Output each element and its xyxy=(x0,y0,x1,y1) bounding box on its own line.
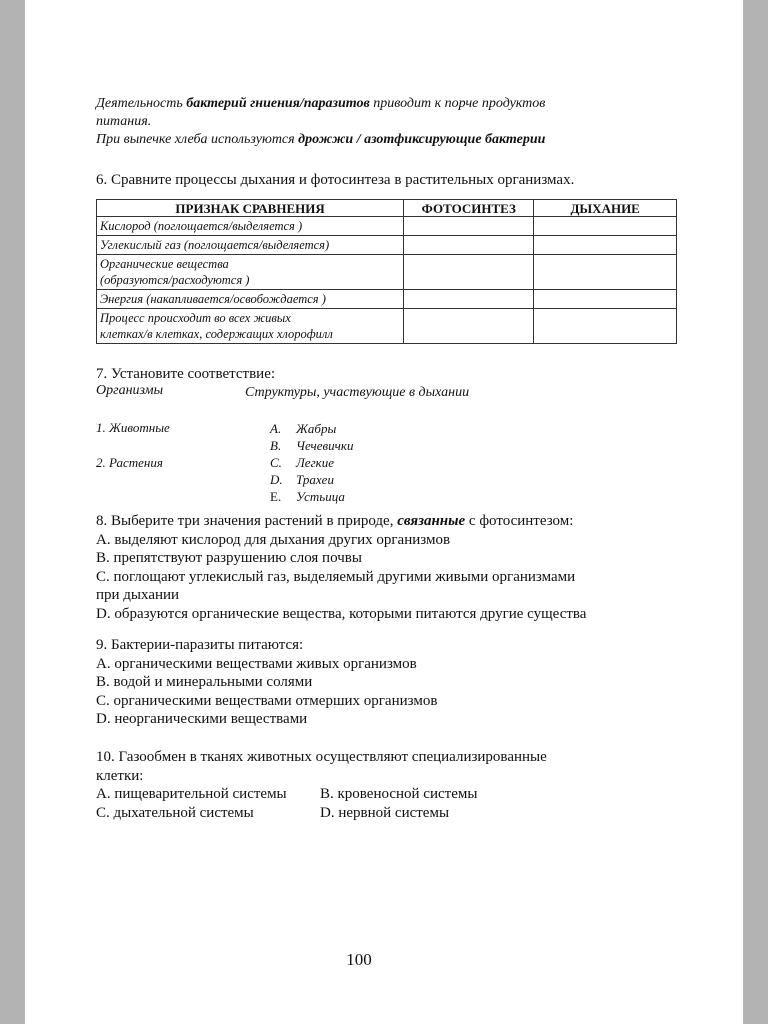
list-item: E. Устьица xyxy=(270,489,345,504)
header-photosynthesis: ФОТОСИНТЕЗ xyxy=(404,200,534,217)
answer-c: C. поглощают углекислый газ, выделяемый другими живыми организмами xyxy=(96,568,576,585)
answer-a: A. пищеварительной системы xyxy=(96,786,287,802)
answer-b: B. препятствуют разрушению слоя почвы xyxy=(96,550,362,566)
photosynthesis-cell[interactable] xyxy=(404,255,534,290)
organism-plants: 2. Растения xyxy=(96,455,163,470)
photosynthesis-cell[interactable] xyxy=(404,290,534,309)
question-6-title: 6. Сравните процессы дыхания и фотосинтеза в растительных организмах. xyxy=(96,172,575,188)
answer-d: D. неорганическими веществами xyxy=(96,711,308,727)
table-header-row xyxy=(97,200,677,217)
question-9-title: 9. Бактерии-паразиты питаются: xyxy=(96,637,304,653)
respiration-cell[interactable] xyxy=(534,255,677,290)
left-margin-bar xyxy=(0,0,25,1024)
answer-c-cont: при дыхании xyxy=(96,587,180,603)
intro-text: Деятельность бактерий гниения/паразитов приводит к порче продуктов питания. При выпечке хлеба используются дрожжи / азотфиксирующие бактерии xyxy=(96,96,546,147)
respiration-cell[interactable] xyxy=(534,236,677,255)
list-item: C. Легкие xyxy=(270,455,334,470)
photosynthesis-cell[interactable] xyxy=(404,217,534,236)
question-8 xyxy=(96,512,656,623)
row-label: Процесс происходит во всех живых клетках/в клетках, содержащих хлорофилл xyxy=(97,309,404,344)
organisms-heading: Организмы xyxy=(96,383,164,398)
photosynthesis-cell[interactable] xyxy=(404,236,534,255)
question-7-title: 7. Установите соответствие: xyxy=(96,366,276,382)
right-margin-bar xyxy=(743,0,768,1024)
respiration-cell[interactable] xyxy=(534,217,677,236)
header-criterion: ПРИЗНАК СРАВНЕНИЯ xyxy=(97,200,404,217)
row-label: Углекислый газ (поглощается/выделяется) xyxy=(97,236,404,255)
structures-list xyxy=(270,420,353,505)
question-8-title: 8. Выберите три значения растений в природе, связанные с фотосинтезом: xyxy=(96,513,574,529)
list-item: D. Трахеи xyxy=(270,472,334,487)
question-10 xyxy=(96,748,656,822)
comparison-table xyxy=(96,199,677,344)
answer-a: A. органическими веществами живых организмов xyxy=(96,655,417,672)
organism-animals: 1. Животные xyxy=(96,420,170,435)
row-label: Энергия (накапливается/освобождается ) xyxy=(97,290,404,309)
respiration-cell[interactable] xyxy=(534,290,677,309)
header-respiration: ДЫХАНИЕ xyxy=(534,200,677,217)
answer-d: D. нервной системы xyxy=(320,804,450,821)
list-item: A. Жабры xyxy=(270,421,337,436)
answer-b: B. водой и минеральными солями xyxy=(96,674,313,690)
structures-heading: Структуры, участвующие в дыхании xyxy=(245,385,470,400)
question-10-title-cont: клетки: xyxy=(96,767,144,784)
table-row xyxy=(97,309,677,344)
photosynthesis-cell[interactable] xyxy=(404,309,534,344)
row-label: Органические вещества (образуются/расходуются ) xyxy=(97,255,404,290)
answer-c: C. органическими веществами отмерших организмов xyxy=(96,692,438,709)
respiration-cell[interactable] xyxy=(534,309,677,344)
answer-c: C. дыхательной системы xyxy=(96,804,254,821)
list-item: B. Чечевички xyxy=(270,438,354,453)
table-row xyxy=(97,217,677,236)
page-number: 100 xyxy=(346,950,372,969)
row-label: Кислород (поглощается/выделяется ) xyxy=(97,217,404,236)
answer-b: B. кровеносной системы xyxy=(320,786,478,802)
question-9 xyxy=(96,636,656,729)
question-10-title: 10. Газообмен в тканях животных осуществляют специализированные xyxy=(96,749,547,765)
table-row xyxy=(97,255,677,290)
answer-a: A. выделяют кислород для дыхания других организмов xyxy=(96,531,451,548)
answer-d: D. образуются органические вещества, которыми питаются другие существа xyxy=(96,605,587,622)
table-row xyxy=(97,290,677,309)
table-row xyxy=(97,236,677,255)
